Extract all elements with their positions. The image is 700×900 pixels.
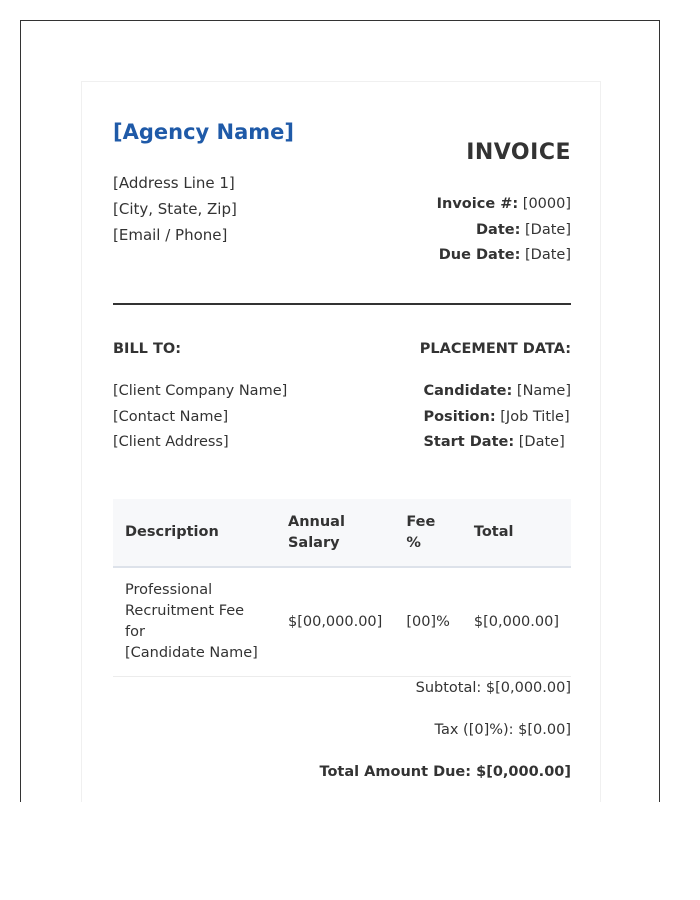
invoice-date-value: [Date]: [525, 221, 571, 238]
invoice-document: [81, 81, 601, 802]
start-date-value: [Date]: [518, 434, 565, 450]
bill-to-heading: BILL TO:: [113, 341, 181, 357]
invoice-date-row: [437, 218, 571, 244]
invoice-number-row: [437, 192, 571, 218]
tax: Tax ([0]%): $[0.00]: [434, 722, 571, 738]
invoice-due-date-label: Due Date:: [438, 247, 521, 263]
agency-contact-block: [113, 170, 237, 248]
client-address: [Client Address]: [113, 434, 229, 450]
invoice-meta-block: [437, 192, 571, 269]
totals-summary: [319, 678, 571, 804]
header-annual-salary: Annual Salary: [276, 499, 394, 567]
invoice-due-date-value: [Date]: [525, 247, 571, 263]
agency-city-state-zip: [City, State, Zip]: [113, 200, 237, 218]
position-label: Position:: [423, 408, 496, 425]
invoice-due-date-row: [437, 243, 571, 269]
placement-data-heading: PLACEMENT DATA:: [419, 341, 571, 357]
candidate-value: [Name]: [516, 383, 571, 399]
invoice-title: INVOICE: [466, 140, 571, 165]
position-row: [423, 405, 571, 431]
subtotal: Subtotal: $[0,000.00]: [415, 680, 571, 696]
placement-data-block: [423, 379, 571, 456]
line-items-table-wrap: [113, 499, 571, 677]
start-date-label: Start Date:: [423, 434, 515, 450]
row-description: Professional Recruitment Fee for [Candidate Name]: [113, 567, 276, 677]
header-total: Total: [462, 499, 571, 567]
candidate-label: Candidate:: [423, 383, 513, 399]
invoice-number-label: Invoice #:: [436, 196, 519, 212]
client-company-name: [Client Company Name]: [113, 383, 288, 399]
invoice-number-value: [0000]: [522, 196, 571, 212]
agency-name: [Agency Name]: [113, 120, 294, 144]
line-items-table: [113, 499, 571, 677]
agency-address-line-1: [Address Line 1]: [113, 174, 235, 192]
header-description: Description: [113, 499, 276, 567]
total-amount-due: Total Amount Due: $[0,000.00]: [319, 764, 571, 780]
header-divider: [113, 303, 571, 305]
candidate-row: [423, 379, 571, 405]
row-fee-percent: [00]%: [394, 567, 462, 677]
header-fee-percent: Fee %: [394, 499, 462, 567]
position-value: [Job Title]: [500, 408, 570, 425]
start-date-row: [423, 430, 571, 456]
invoice-date-label: Date:: [476, 221, 521, 238]
row-annual-salary: $[00,000.00]: [276, 567, 394, 677]
table-header-row: [113, 499, 571, 567]
table-row: [113, 567, 571, 677]
bill-to-block: [113, 379, 287, 456]
row-total: $[0,000.00]: [462, 567, 571, 677]
agency-email-phone: [Email / Phone]: [113, 226, 228, 244]
client-contact-name: [Contact Name]: [113, 408, 229, 425]
